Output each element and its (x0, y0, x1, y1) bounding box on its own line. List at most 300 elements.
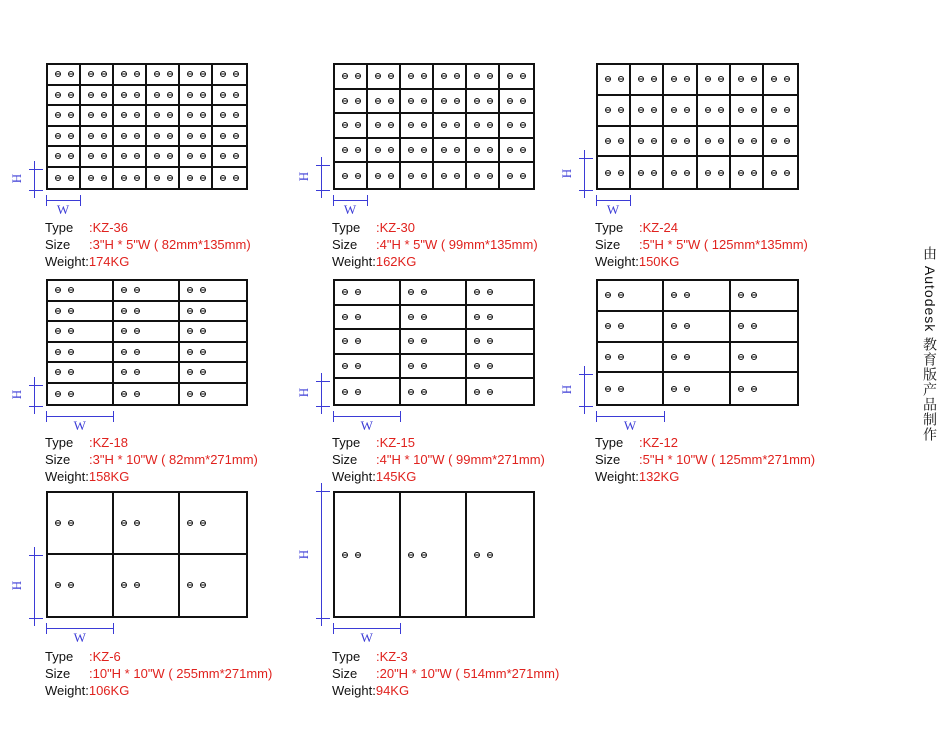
keyhole-pair (408, 338, 427, 344)
keyhole-icon (233, 175, 239, 181)
keyhole-pair (187, 287, 206, 293)
keyhole-pair (507, 173, 526, 179)
keyhole-icon (187, 287, 193, 293)
keyhole-icon (605, 386, 611, 392)
keyhole-pair (441, 73, 460, 79)
box-door (664, 312, 730, 343)
keyhole-icon (441, 98, 447, 104)
keyhole-icon (671, 292, 677, 298)
keyhole-icon (474, 122, 480, 128)
keyhole-icon (751, 107, 757, 113)
keyhole-icon (618, 76, 624, 82)
keyhole-icon (671, 323, 677, 329)
keyhole-icon (487, 122, 493, 128)
height-dimension-tick (316, 406, 330, 407)
keyhole-icon (134, 133, 140, 139)
keyhole-icon (375, 122, 381, 128)
box-door (467, 163, 500, 188)
box-grid (46, 279, 248, 406)
keyhole-icon (101, 92, 107, 98)
width-label: W (73, 630, 86, 645)
keyhole-pair (474, 314, 493, 320)
box-door (368, 90, 401, 115)
box-door (335, 281, 401, 306)
keyhole-icon (408, 389, 414, 395)
keyhole-icon (355, 314, 361, 320)
keyhole-icon (55, 349, 61, 355)
keyhole-pair (342, 98, 361, 104)
box-door (764, 127, 797, 158)
keyhole-icon (474, 363, 480, 369)
keyhole-icon (751, 170, 757, 176)
keyhole-icon (421, 338, 427, 344)
box-door (598, 343, 664, 374)
keyhole-pair (671, 138, 690, 144)
box-door (213, 65, 246, 86)
keyhole-icon (421, 122, 427, 128)
keyhole-pair (375, 173, 394, 179)
weight-value: 158KG (88, 469, 130, 484)
height-label: H (9, 390, 25, 400)
keyhole-icon (68, 92, 74, 98)
box-grid (333, 279, 535, 406)
keyhole-icon (487, 98, 493, 104)
keyhole-icon (121, 153, 127, 159)
keyhole-pair (605, 354, 624, 360)
keyhole-pair (408, 73, 427, 79)
box-door (598, 96, 631, 127)
type-row (45, 219, 251, 236)
width-dimension-line (333, 416, 400, 417)
keyhole-pair (738, 292, 757, 298)
box-door (631, 157, 664, 188)
keyhole-icon (705, 170, 711, 176)
keyhole-icon (605, 76, 611, 82)
box-door (401, 330, 467, 355)
box-door (664, 373, 730, 404)
box-door (467, 379, 533, 404)
keyhole-icon (121, 71, 127, 77)
keyhole-pair (121, 391, 140, 397)
keyhole-icon (187, 328, 193, 334)
type-value: :KZ-12 (639, 435, 679, 450)
box-door (48, 106, 81, 127)
keyhole-pair (187, 133, 206, 139)
width-label: W (56, 202, 70, 217)
keyhole-pair (441, 98, 460, 104)
box-door (114, 322, 180, 343)
size-label: Size (595, 452, 621, 467)
keyhole-icon (751, 386, 757, 392)
keyhole-icon (487, 73, 493, 79)
keyhole-icon (507, 122, 513, 128)
keyhole-pair (408, 552, 427, 558)
width-dimension-tick (46, 623, 47, 634)
box-door (48, 363, 114, 384)
keyhole-icon (200, 349, 206, 355)
box-door (731, 281, 797, 312)
keyhole-icon (671, 386, 677, 392)
keyhole-icon (121, 112, 127, 118)
keyhole-pair (187, 71, 206, 77)
type-label: Type (45, 220, 74, 235)
width-dimension-line (46, 416, 113, 417)
keyhole-icon (88, 112, 94, 118)
keyhole-icon (134, 308, 140, 314)
keyhole-pair (638, 107, 657, 113)
keyhole-icon (342, 389, 348, 395)
box-door (335, 355, 401, 380)
keyhole-icon (375, 147, 381, 153)
width-dimension-tick (596, 195, 597, 206)
type-row (45, 648, 272, 665)
keyhole-icon (487, 363, 493, 369)
type-row (332, 434, 545, 451)
keyhole-pair (55, 349, 74, 355)
keyhole-pair (638, 138, 657, 144)
keyhole-pair (220, 133, 239, 139)
type-label: Type (332, 435, 361, 450)
width-dimension-tick (333, 623, 334, 634)
type-label: Type (45, 435, 74, 450)
box-door (731, 65, 764, 96)
keyhole-icon (342, 98, 348, 104)
keyhole-pair (605, 323, 624, 329)
width-dimension-tick (400, 411, 401, 422)
box-door (731, 373, 797, 404)
keyhole-icon (134, 175, 140, 181)
type-row (595, 219, 808, 236)
box-grid (333, 491, 535, 618)
box-door (731, 343, 797, 374)
keyhole-icon (68, 287, 74, 293)
keyhole-icon (134, 391, 140, 397)
keyhole-pair (441, 122, 460, 128)
keyhole-pair (671, 107, 690, 113)
autodesk-watermark: 由 Autodesk 教育版产品制作 (922, 246, 938, 443)
height-dimension-tick (29, 385, 43, 386)
box-door (500, 139, 533, 164)
keyhole-icon (55, 287, 61, 293)
box-door (500, 90, 533, 115)
keyhole-pair (187, 92, 206, 98)
height-dimension-line (34, 161, 35, 198)
keyhole-icon (738, 170, 744, 176)
height-dimension-tick (29, 190, 43, 191)
keyhole-icon (55, 391, 61, 397)
keyhole-pair (671, 354, 690, 360)
box-door (664, 157, 697, 188)
keyhole-icon (738, 76, 744, 82)
keyhole-icon (738, 292, 744, 298)
size-row (45, 236, 251, 253)
box-door (114, 302, 180, 323)
keyhole-icon (474, 389, 480, 395)
keyhole-icon (487, 289, 493, 295)
keyhole-pair (408, 289, 427, 295)
keyhole-pair (342, 363, 361, 369)
keyhole-icon (454, 147, 460, 153)
keyhole-pair (187, 349, 206, 355)
keyhole-icon (684, 323, 690, 329)
height-dimension-tick (316, 491, 330, 492)
keyhole-pair (771, 76, 790, 82)
keyhole-icon (671, 107, 677, 113)
type-value: :KZ-6 (89, 649, 121, 664)
keyhole-icon (474, 314, 480, 320)
keyhole-pair (187, 175, 206, 181)
box-door (368, 139, 401, 164)
keyhole-pair (738, 107, 757, 113)
weight-row (595, 468, 815, 485)
box-grid (46, 63, 248, 190)
box-door (664, 343, 730, 374)
keyhole-icon (134, 349, 140, 355)
keyhole-icon (355, 389, 361, 395)
size-row (332, 236, 538, 253)
keyhole-icon (507, 73, 513, 79)
keyhole-pair (55, 287, 74, 293)
keyhole-pair (154, 71, 173, 77)
keyhole-icon (200, 133, 206, 139)
keyhole-icon (421, 289, 427, 295)
weight-label: Weight: (595, 254, 639, 269)
box-door (335, 493, 401, 616)
keyhole-pair (187, 153, 206, 159)
width-dimension-line (596, 416, 664, 417)
box-door (147, 106, 180, 127)
box-door (467, 65, 500, 90)
keyhole-icon (187, 92, 193, 98)
spec-block (332, 219, 538, 270)
keyhole-icon (101, 133, 107, 139)
keyhole-icon (187, 308, 193, 314)
size-label: Size (595, 237, 621, 252)
box-door (731, 312, 797, 343)
keyhole-pair (121, 349, 140, 355)
keyhole-icon (187, 520, 193, 526)
type-label: Type (332, 220, 361, 235)
keyhole-pair (342, 552, 361, 558)
keyhole-icon (421, 73, 427, 79)
keyhole-icon (154, 133, 160, 139)
spec-block (45, 648, 272, 699)
keyhole-icon (68, 328, 74, 334)
keyhole-icon (355, 289, 361, 295)
box-door (48, 86, 81, 107)
size-label: Size (45, 452, 71, 467)
keyhole-pair (474, 73, 493, 79)
keyhole-pair (771, 107, 790, 113)
keyhole-icon (200, 582, 206, 588)
keyhole-icon (605, 354, 611, 360)
keyhole-pair (738, 138, 757, 144)
height-dimension-tick (29, 555, 43, 556)
width-label: W (360, 418, 373, 433)
keyhole-icon (618, 107, 624, 113)
keyhole-icon (55, 133, 61, 139)
keyhole-icon (520, 98, 526, 104)
box-door (467, 355, 533, 380)
height-label: H (296, 172, 312, 182)
keyhole-icon (520, 173, 526, 179)
box-grid (596, 279, 799, 406)
height-label: H (559, 384, 575, 395)
weight-value: 174KG (88, 254, 130, 269)
keyhole-icon (167, 71, 173, 77)
keyhole-icon (618, 292, 624, 298)
keyhole-icon (421, 173, 427, 179)
width-dimension-line (596, 200, 630, 201)
keyhole-pair (187, 520, 206, 526)
keyhole-pair (121, 175, 140, 181)
keyhole-pair (671, 386, 690, 392)
type-value: :KZ-24 (639, 220, 679, 235)
box-door (147, 168, 180, 189)
keyhole-icon (55, 71, 61, 77)
keyhole-icon (738, 323, 744, 329)
keyhole-icon (167, 112, 173, 118)
keyhole-pair (121, 92, 140, 98)
keyhole-pair (88, 153, 107, 159)
keyhole-icon (408, 122, 414, 128)
height-dimension-tick (579, 406, 593, 407)
keyhole-pair (441, 147, 460, 153)
size-row (332, 451, 545, 468)
box-door (467, 330, 533, 355)
box-door (401, 355, 467, 380)
keyhole-icon (487, 552, 493, 558)
keyhole-icon (618, 138, 624, 144)
keyhole-pair (474, 363, 493, 369)
box-door (434, 139, 467, 164)
keyhole-pair (507, 73, 526, 79)
keyhole-pair (121, 133, 140, 139)
box-door (48, 322, 114, 343)
keyhole-icon (705, 76, 711, 82)
keyhole-pair (738, 76, 757, 82)
keyhole-pair (88, 133, 107, 139)
keyhole-icon (355, 98, 361, 104)
keyhole-icon (355, 73, 361, 79)
keyhole-pair (121, 71, 140, 77)
keyhole-pair (121, 520, 140, 526)
keyhole-pair (121, 582, 140, 588)
keyhole-icon (342, 314, 348, 320)
keyhole-pair (738, 323, 757, 329)
keyhole-icon (187, 369, 193, 375)
size-row (45, 451, 258, 468)
type-label: Type (595, 435, 624, 450)
keyhole-pair (55, 369, 74, 375)
box-door (731, 96, 764, 127)
box-door (48, 555, 114, 617)
box-door (114, 281, 180, 302)
keyhole-icon (421, 363, 427, 369)
size-row (332, 665, 559, 682)
box-door (467, 90, 500, 115)
box-door (81, 127, 114, 148)
size-label: Size (332, 237, 358, 252)
keyhole-icon (167, 133, 173, 139)
box-door (698, 127, 731, 158)
keyhole-pair (121, 308, 140, 314)
keyhole-icon (55, 175, 61, 181)
keyhole-icon (68, 133, 74, 139)
keyhole-icon (671, 76, 677, 82)
keyhole-icon (474, 338, 480, 344)
keyhole-pair (375, 122, 394, 128)
keyhole-icon (388, 173, 394, 179)
keyhole-icon (187, 112, 193, 118)
keyhole-icon (618, 354, 624, 360)
keyhole-icon (167, 92, 173, 98)
keyhole-icon (134, 112, 140, 118)
box-grid (596, 63, 799, 190)
keyhole-icon (751, 76, 757, 82)
box-door (81, 86, 114, 107)
box-door (180, 363, 246, 384)
keyhole-pair (55, 153, 74, 159)
weight-value: 106KG (88, 683, 130, 698)
height-dimension-tick (316, 618, 330, 619)
keyhole-icon (474, 73, 480, 79)
keyhole-icon (154, 92, 160, 98)
keyhole-icon (68, 349, 74, 355)
width-label: W (343, 202, 357, 217)
keyhole-pair (671, 292, 690, 298)
keyhole-pair (121, 112, 140, 118)
box-door (401, 493, 467, 616)
keyhole-icon (605, 107, 611, 113)
keyhole-pair (342, 314, 361, 320)
keyhole-icon (200, 175, 206, 181)
keyhole-icon (101, 71, 107, 77)
keyhole-pair (154, 92, 173, 98)
box-door (48, 147, 81, 168)
keyhole-pair (671, 170, 690, 176)
keyhole-icon (233, 92, 239, 98)
box-door (467, 114, 500, 139)
box-door (81, 147, 114, 168)
keyhole-icon (520, 122, 526, 128)
keyhole-icon (638, 138, 644, 144)
width-label: W (623, 418, 637, 433)
keyhole-icon (355, 173, 361, 179)
keyhole-icon (771, 138, 777, 144)
box-door (368, 114, 401, 139)
size-row (45, 665, 272, 682)
keyhole-icon (200, 153, 206, 159)
box-door (467, 306, 533, 331)
box-door (48, 384, 114, 405)
width-dimension-tick (664, 411, 665, 422)
box-door (147, 65, 180, 86)
type-value: :KZ-3 (376, 649, 408, 664)
keyhole-icon (134, 71, 140, 77)
width-label: W (360, 630, 373, 645)
keyhole-icon (684, 107, 690, 113)
box-door (180, 106, 213, 127)
box-door (48, 65, 81, 86)
keyhole-icon (408, 289, 414, 295)
box-door (764, 96, 797, 127)
keyhole-icon (638, 76, 644, 82)
keyhole-icon (441, 173, 447, 179)
keyhole-icon (738, 354, 744, 360)
type-label: Type (45, 649, 74, 664)
keyhole-icon (408, 98, 414, 104)
